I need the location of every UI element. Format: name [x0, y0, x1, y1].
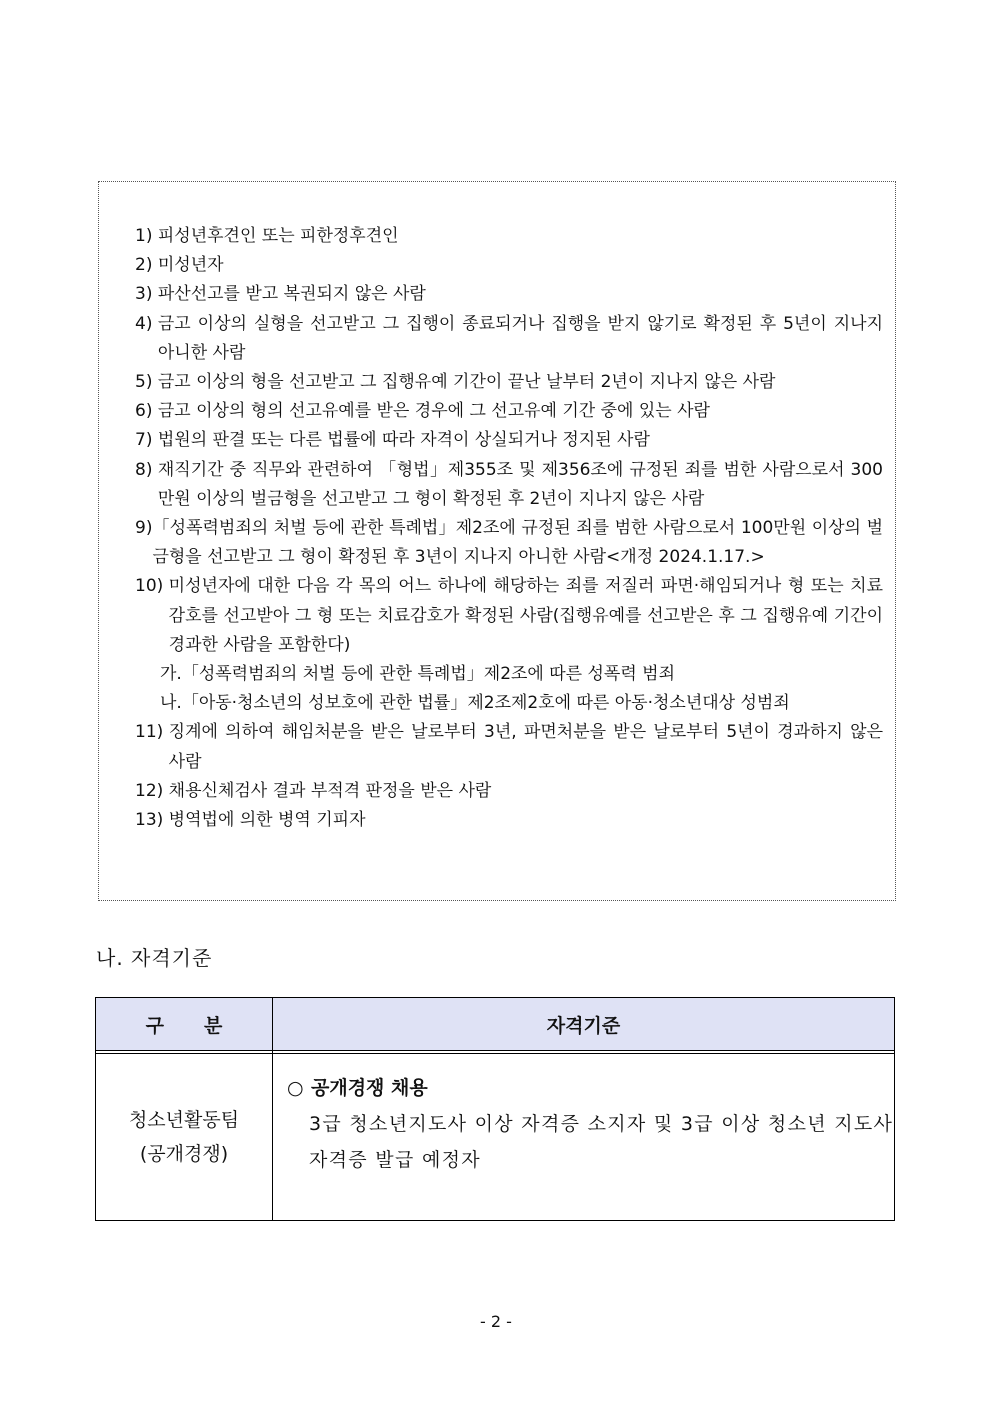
page-number: - 2 -: [480, 1312, 512, 1331]
item-text: 채용신체검사 결과 부적격 판정을 받은 사람: [168, 780, 492, 801]
list-item: [135, 718, 883, 776]
criteria-table: [95, 997, 895, 1221]
list-item: [135, 572, 883, 660]
item-number: 6): [135, 401, 158, 422]
item-number: 3): [135, 284, 158, 305]
criteria-cell: [273, 1054, 895, 1221]
sub-item: 나.「아동·청소년의 성보호에 관한 법률」제2조제2호에 따른 아동·청소년대상 성범죄: [160, 693, 790, 714]
criteria-line: 3급 청소년지도사 이상 자격증 소지자 및 3급 이상 청소년 지도사: [309, 1113, 894, 1135]
item-text: 재직기간 중 직무와 관련하여 「형법」제355조 및 제356조에 규정된 죄를 범한 사람으로서 300만원 이상의 벌금형을 선고받고 그 형이 확정된 후 2년이 지나지 않은 사람: [157, 459, 883, 509]
item-text: 「성폭력범죄의 처벌 등에 관한 특례법」제2조에 규정된 죄를 범한 사람으로서 100만원 이상의 벌금형을 선고받고 그 형이 확정된 후 3년이 지나지 아니한 사람<개정 2024.1.17.>: [152, 518, 883, 568]
category-type: (공개경쟁): [139, 1143, 229, 1165]
item-number: 9): [135, 518, 153, 539]
item-number: 13): [135, 810, 169, 831]
item-number: 2): [135, 255, 158, 276]
circle-bullet-icon: ○: [287, 1077, 304, 1099]
item-text: 미성년자: [157, 255, 224, 276]
disqualification-list: [135, 222, 883, 835]
list-item: [135, 251, 883, 280]
item-number: 4): [135, 313, 158, 334]
item-number: 7): [135, 430, 158, 451]
header-criteria: 자격기준: [273, 998, 895, 1051]
list-item: [135, 514, 883, 572]
list-item: [135, 456, 883, 514]
item-number: 1): [135, 226, 158, 246]
header-category: 구분: [96, 998, 273, 1051]
item-text: 금고 이상의 실형을 선고받고 그 집행이 종료되거나 집행을 받지 않기로 확정된 후 5년이 지나지 아니한 사람: [157, 313, 883, 363]
item-text: 징계에 의하여 해임처분을 받은 날로부터 3년, 파면처분을 받은 날로부터 5년이 경과하지 않은 사람: [168, 722, 883, 772]
item-text: 병역법에 의한 병역 기피자: [168, 810, 366, 831]
list-item: [135, 280, 883, 309]
item-text: 파산선고를 받고 복권되지 않은 사람: [157, 284, 426, 305]
item-number: 11): [135, 722, 169, 743]
item-text: 금고 이상의 형의 선고유예를 받은 경우에 그 선고유예 기간 중에 있는 사람: [157, 401, 710, 422]
list-item: [135, 806, 883, 835]
sub-item: 가.「성폭력범죄의 처벌 등에 관한 특례법」제2조에 따른 성폭력 범죄: [160, 664, 676, 685]
table-row: [96, 1054, 895, 1221]
item-text: 피성년후견인 또는 피한정후견인: [157, 226, 399, 246]
list-item: [135, 310, 883, 368]
section-title: 나. 자격기준: [96, 946, 213, 970]
item-number: 5): [135, 372, 158, 393]
list-item: [135, 426, 883, 455]
list-item: [135, 222, 883, 251]
item-text: 법원의 판결 또는 다른 법률에 따라 자격이 상실되거나 정지된 사람: [157, 430, 650, 451]
list-item: [135, 397, 883, 426]
list-item: [135, 368, 883, 397]
criteria-title: 공개경쟁 채용: [311, 1077, 428, 1099]
item-text: 미성년자에 대한 다음 각 목의 어느 하나에 해당하는 죄를 저질러 파면·해임되거나 형 또는 치료감호를 선고받아 그 형 또는 치료감호가 확정된 사람(집행유예를 선고받은 후 그 집행유예 기간이 경과한 사람을 포함한다): [168, 576, 883, 655]
category-name: 청소년활동팀: [128, 1109, 240, 1131]
criteria-line: 자격증 발급 예정자: [309, 1149, 481, 1171]
item-number: 12): [135, 780, 169, 801]
item-number: 8): [135, 459, 158, 480]
list-item: [135, 777, 883, 806]
item-number: 10): [135, 576, 169, 597]
category-cell: [96, 1054, 273, 1221]
table-header-row: [96, 998, 895, 1051]
criteria-heading: [287, 1070, 894, 1106]
item-text: 금고 이상의 형을 선고받고 그 집행유예 기간이 끝난 날부터 2년이 지나지 않은 사람: [157, 372, 776, 393]
